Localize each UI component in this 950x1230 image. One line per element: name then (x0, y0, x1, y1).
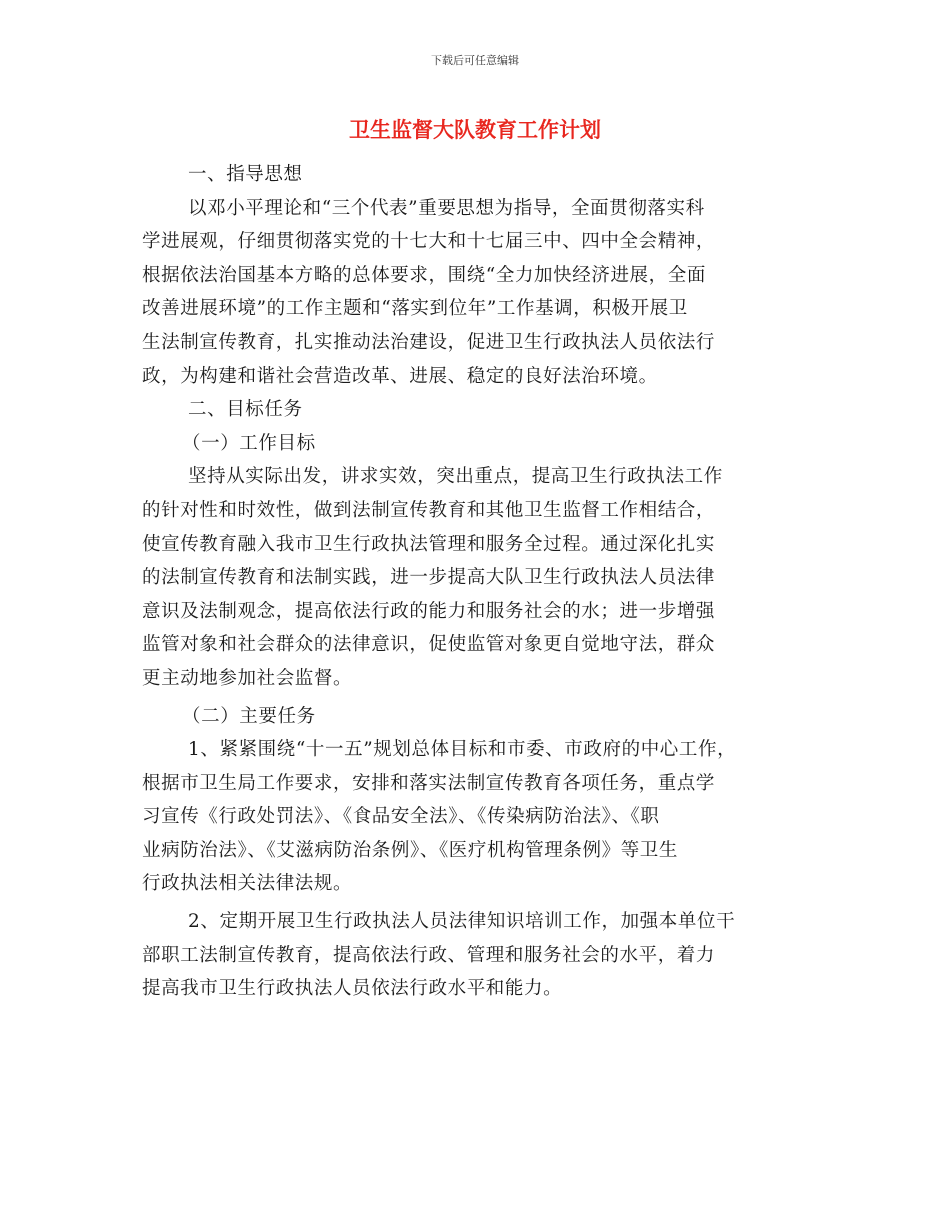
paragraph-line: 坚持从实际出发，讲求实效，突出重点，提高卫生行政执法工作 (188, 466, 723, 488)
subsection-heading: （一）工作目标 (182, 432, 316, 454)
paragraph-line: 部职工法制宣传教育，提高依法行政、管理和服务社会的水平，着力 (142, 944, 716, 966)
section-heading: 二、目标任务 (188, 399, 303, 421)
paragraph-line: 习宣传《行政处罚法》、《食品安全法》、《传染病防治法》、《职 (142, 806, 660, 828)
paragraph-line: 根据依法治国基本方略的总体要求，围绕“全力加快经济进展，全面 (142, 264, 706, 286)
paragraph-line: 意识及法制观念，提高依法行政的能力和服务社会的水；进一步增强 (142, 600, 716, 622)
paragraph-line: 1、紧紧围绕“十一五”规划总体目标和市委、市政府的中心工作， (188, 739, 737, 761)
page-header-note: 下载后可任意编辑 (431, 54, 519, 67)
paragraph-line: 2、定期开展卫生行政执法人员法律知识培训工作，加强本单位干 (188, 911, 736, 933)
paragraph-line: 使宣传教育融入我市卫生行政执法管理和服务全过程。通过深化扎实 (142, 533, 716, 555)
paragraph-line: 政，为构建和谐社会营造改革、进展、稳定的良好法治环境。 (142, 365, 658, 387)
paragraph-line: 根据市卫生局工作要求，安排和落实法制宣传教育各项任务，重点学 (142, 772, 716, 794)
section-heading: 一、指导思想 (188, 164, 303, 185)
document-title: 卫生监督大队教育工作计划 (349, 118, 601, 142)
paragraph-line: 学进展观，仔细贯彻落实党的十七大和十七届三中、四中全会精神， (142, 231, 716, 253)
paragraph-line: 的法制宣传教育和法制实践，进一步提高大队卫生行政执法人员法律 (142, 567, 716, 589)
paragraph-line: 行政执法相关法律法规。 (142, 873, 353, 895)
subsection-heading: （二）主要任务 (182, 705, 316, 727)
paragraph-line: 改善进展环境”的工作主题和“落实到位年”工作基调，积极开展卫 (142, 298, 688, 320)
paragraph-line: 监管对象和社会群众的法律意识，促使监管对象更自觉地守法，群众 (142, 634, 716, 656)
paragraph-line: 的针对性和时效性，做到法制宣传教育和其他卫生监督工作相结合， (142, 499, 716, 521)
document-body (142, 158, 810, 1006)
paragraph-line: 生法制宣传教育，扎实推动法治建设，促进卫生行政执法人员依法行 (142, 331, 716, 353)
paragraph-line: 以邓小平理论和“三个代表”重要思想为指导，全面贯彻落实科 (188, 197, 705, 219)
paragraph-line: 提高我市卫生行政执法人员依法行政水平和能力。 (142, 978, 563, 1000)
paragraph-line: 更主动地参加社会监督。 (142, 667, 353, 689)
paragraph-line: 业病防治法》、《艾滋病防治条例》、《医疗机构管理条例》等卫生 (142, 839, 679, 861)
